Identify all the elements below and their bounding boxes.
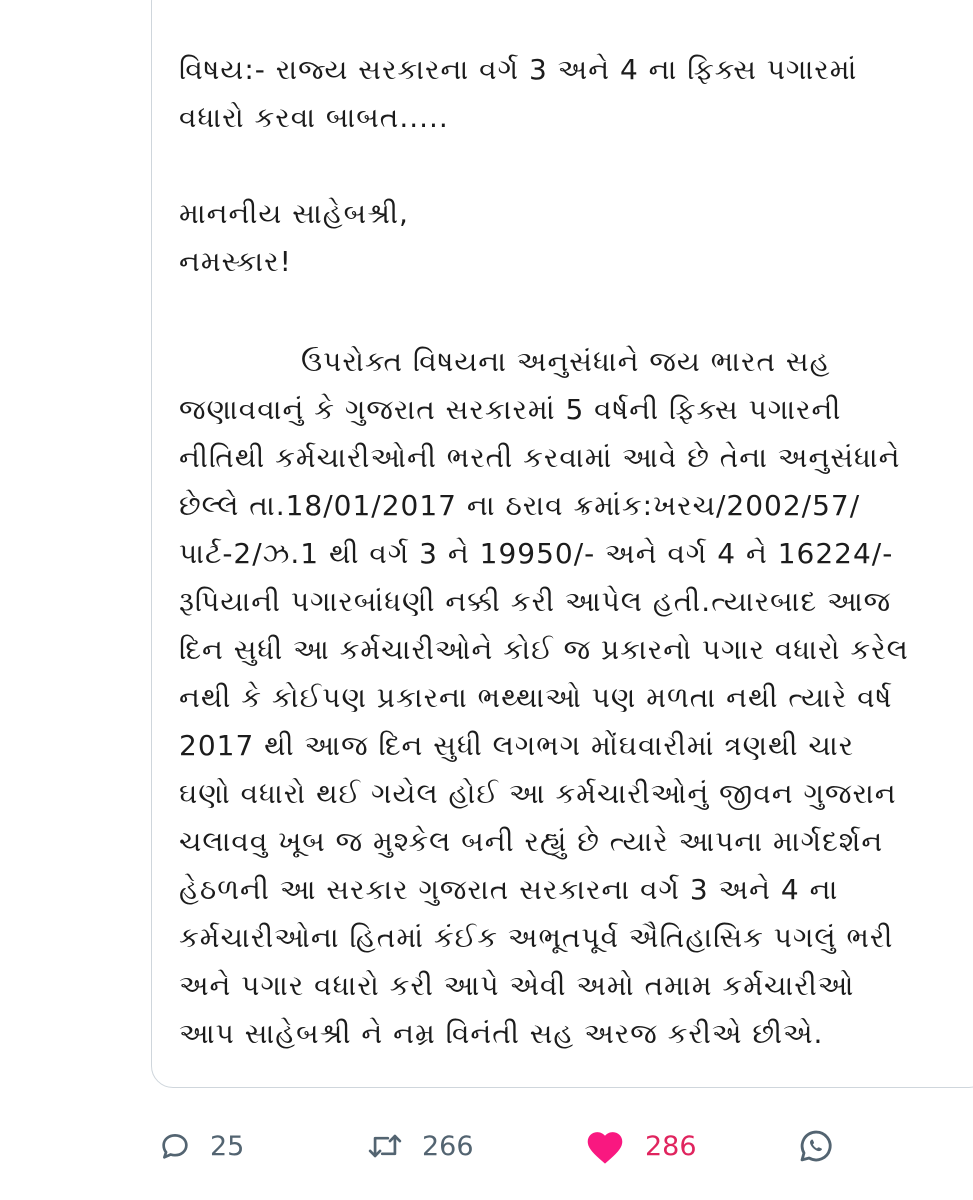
body-line: નથી કે કોઈપણ પ્રકારના ભથ્થાઓ પણ મળતા નથી ત્યારે વર્ષ — [179, 681, 893, 714]
like-button[interactable] — [583, 1128, 697, 1164]
retweet-count: 266 — [422, 1130, 474, 1162]
subject-line: વધારો કરવા બાબત..... — [179, 101, 449, 134]
body-line: 2017 થી આજ દિન સુધી લગભગ મોંઘવારીમાં ત્રણથી ચાર — [179, 729, 855, 762]
salutation-line: માનનીય સાહેબશ્રી, — [179, 197, 409, 230]
heart-icon — [583, 1127, 627, 1165]
letter-salutation — [179, 190, 959, 286]
subject-line: વિષય:- રાજ્ય સરકારના વર્ગ 3 અને 4 ના ફિક્સ પગારમાં — [179, 53, 858, 86]
body-line: ચલાવવુ ખૂબ જ મુશ્કેલ બની રહ્યું છે ત્યારે આપના માર્ગદર્શન — [179, 825, 884, 858]
body-line: જણાવવાનું કે ગુજરાત સરકારમાં 5 વર્ષની ફિક્સ પગારની — [179, 393, 842, 426]
like-count: 286 — [645, 1130, 697, 1162]
retweet-button[interactable] — [366, 1128, 474, 1164]
letter-subject — [179, 46, 959, 142]
body-line: કર્મચારીઓના હિતમાં કંઈક અભૂતપૂર્વ ઐતિહાસિક પગલું ભરી — [179, 921, 894, 954]
body-line: અને પગાર વધારો કરી આપે એવી અમો તમામ કર્મચારીઓ — [179, 969, 855, 1002]
body-line: આપ સાહેબશ્રી ને નમ્ર વિનંતી સહ અરજ કરીએ છીએ. — [179, 1017, 824, 1050]
body-line: ઘણો વધારો થઈ ગયેલ હોઈ આ કર્મચારીઓનું જીવન ગુજરાન — [179, 777, 897, 810]
body-line: હેઠળની આ સરકાર ગુજરાત સરકારના વર્ગ 3 અને 4 ના — [179, 873, 839, 906]
body-line: છેલ્લે તા.18/01/2017 ના ઠરાવ ક્રમાંક:ખરચ/2002/57/ — [179, 489, 861, 522]
body-line: રૂપિયાની પગારબાંધણી નક્કી કરી આપેલ હતી.ત્યારબાદ આજ — [179, 585, 892, 618]
letter-body — [179, 338, 959, 1058]
body-line: પાર્ટ-2/ઝ.1 થી વર્ગ 3 ને 19950/- અને વર્ગ 4 ને 16224/- — [179, 537, 894, 570]
body-line: દિન સુધી આ કર્મચારીઓને કોઈ જ પ્રકારનો પગાર વધારો કરેલ — [179, 633, 909, 666]
retweet-icon — [366, 1129, 404, 1163]
body-line: ઉપરોક્ત વિષયના અનુસંધાને જય ભારત સહ — [301, 345, 831, 378]
reply-count: 25 — [210, 1130, 245, 1162]
whatsapp-icon — [797, 1127, 835, 1165]
tweet-actions-bar — [0, 1110, 973, 1180]
letter-text — [179, 46, 959, 1058]
reply-icon — [158, 1129, 192, 1163]
reply-button[interactable] — [158, 1128, 244, 1164]
salutation-line: નમસ્કાર! — [179, 245, 292, 278]
share-whatsapp-button[interactable] — [797, 1128, 835, 1164]
body-line: નીતિથી કર્મચારીઓની ભરતી કરવામાં આવે છે તેના અનુસંધાને — [179, 441, 901, 474]
